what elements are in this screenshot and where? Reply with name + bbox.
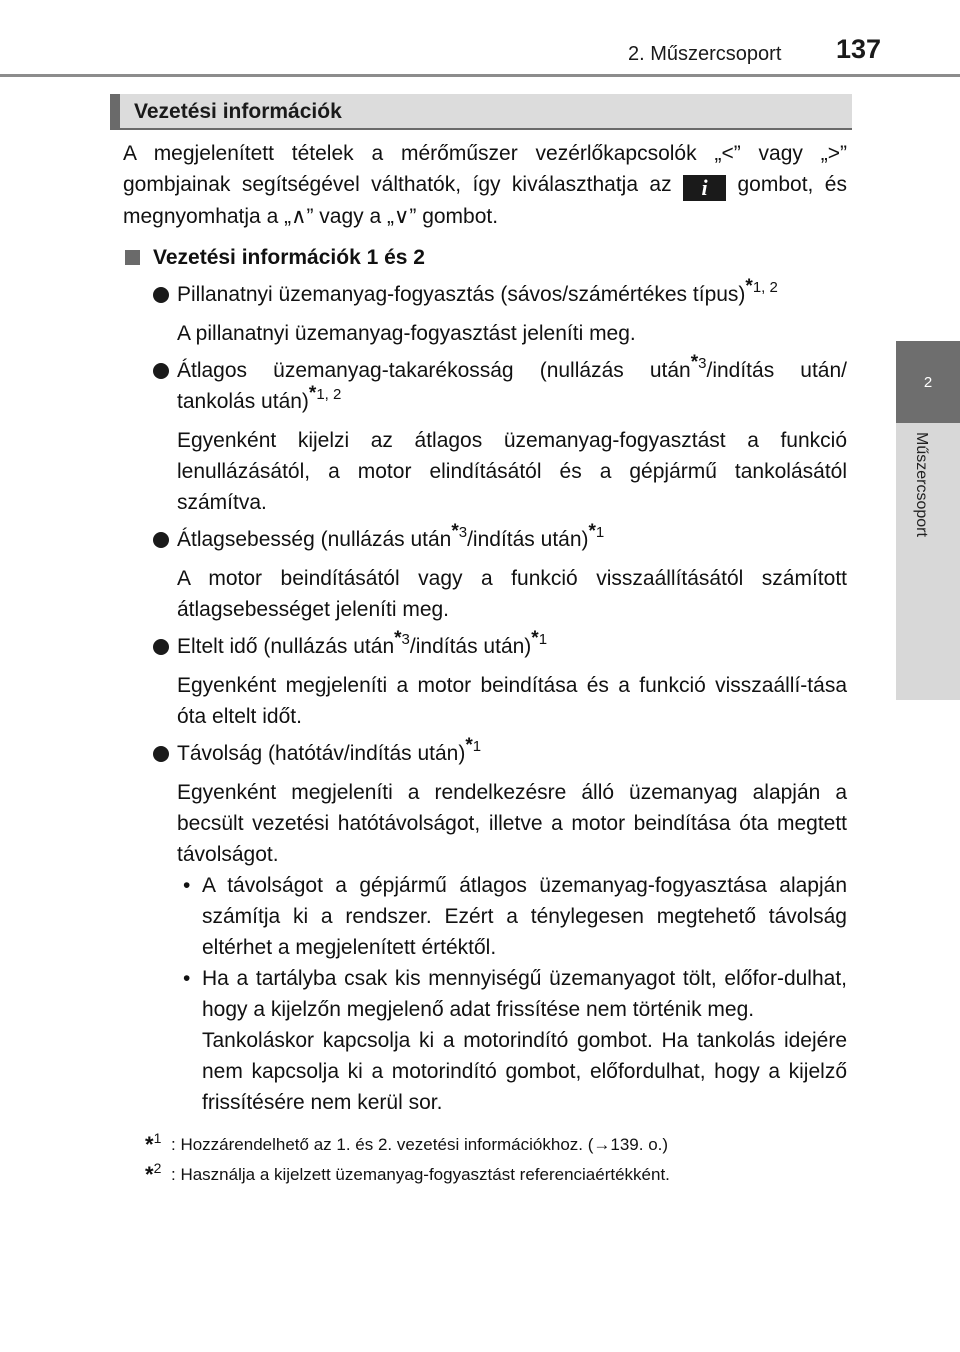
bullet-icon: [153, 287, 169, 303]
item-title: /indítás után): [467, 528, 589, 551]
footnote-mark: *: [531, 628, 539, 649]
chapter-tab-label: Műszercsoport: [913, 432, 930, 537]
list-item: [123, 352, 847, 417]
footnote-text: : Hozzárendelhető az 1. és 2. vezetési információkhoz. (: [171, 1135, 594, 1154]
section-title: Vezetési információk: [134, 100, 342, 123]
footnote-link[interactable]: 139. o.): [610, 1135, 669, 1154]
intro-text: ” vagy a „: [306, 205, 394, 228]
list-item: [123, 521, 847, 555]
item-description: A motor beindításától vagy a funkció visszaállításától számított átlagsebességet jeleníti meg.: [177, 567, 847, 621]
item-title: Eltelt idő (nullázás után: [177, 635, 395, 658]
down-arrow-icon: ∨: [394, 205, 410, 228]
item-title: /indítás után): [409, 635, 532, 658]
item-description: A pillanatnyi üzemanyag-fogyasztást jeleníti meg.: [177, 322, 636, 345]
sub-bullet-icon: •: [183, 967, 191, 990]
sub-item-text: A távolságot a gépjármű átlagos üzemanyag-fogyasztása alapján számítja ki a rendszer. Ezért a ténylegesen megtehető távolság eltérhet a megjelenített értéktől.: [202, 874, 847, 959]
footnote-mark: *: [745, 276, 753, 297]
bullet-icon: [153, 363, 169, 379]
footnote-ref: 1: [472, 738, 482, 755]
footnote-mark: *: [690, 352, 699, 373]
footnote-ref: 3: [458, 524, 468, 541]
bullet-icon: [153, 532, 169, 548]
bullet-icon: [153, 639, 169, 655]
list-item: [123, 735, 847, 769]
sub-list-item: [123, 870, 847, 963]
footnote-star: *: [145, 1162, 154, 1187]
page-number: 137: [836, 34, 882, 64]
footnote-ref: 3: [401, 631, 410, 648]
subheading: [123, 242, 847, 273]
list-item: [123, 628, 847, 662]
footnote-ref: 1: [538, 631, 548, 648]
sub-bullet-icon: •: [183, 874, 191, 897]
intro-text: gombot, és megnyomhatja a „: [123, 173, 847, 228]
footnote-text: : Használja a kijelzett üzemanyag-fogyasztást referenciaértékként.: [171, 1165, 670, 1184]
item-title: Távolság (hatótáv/indítás után): [177, 742, 466, 765]
footnote-ref: 1: [595, 524, 605, 541]
intro-text: ” gombot.: [409, 205, 499, 228]
square-bullet-icon: [125, 250, 140, 265]
footnote-marker: [145, 1160, 161, 1192]
footnote-star: *: [145, 1132, 154, 1157]
up-arrow-icon: ∧: [291, 205, 307, 228]
intro-text: A megjelenített tételek a mérőműszer vezérlőkapcsolók „<” vagy „>” gombjainak segítségével válthatók, így kiválaszthatja az: [123, 142, 847, 196]
item-title: Átlagsebesség (nullázás után: [177, 528, 452, 551]
header-chapter-title: 2. Műszercsoport: [628, 43, 782, 65]
sub-item-text: Ha a tartályba csak kis mennyiségű üzemanyagot tölt, előfor-dulhat, hogy a kijelzőn megjelenő adat frissítése nem történik meg.: [202, 967, 847, 1021]
footnotes: [123, 1130, 847, 1190]
sub-list-item: [123, 963, 847, 1025]
item-description: Egyenként megjeleníti a rendelkezésre álló üzemanyag alapján a becsült vezetési hatótávolságot, illetve a motor beindítása óta megtett távolságot.: [177, 781, 847, 866]
footnote-mark: *: [451, 521, 459, 542]
footnote-number: 1: [153, 1130, 162, 1146]
footnote-number: 2: [153, 1160, 162, 1176]
chapter-tab-number: 2: [896, 341, 960, 423]
footnote-mark: *: [465, 735, 473, 756]
item-title: Átlagos üzemanyag-takarékosság (nullázás után: [177, 359, 691, 382]
bullet-icon: [153, 746, 169, 762]
header-rule: [0, 74, 960, 77]
footnote-mark: *: [588, 521, 596, 542]
footnote: [123, 1130, 847, 1160]
arrow-right-icon: →: [593, 1135, 611, 1154]
footnote: [123, 1160, 847, 1190]
intro-paragraph: [123, 138, 847, 232]
item-title: Pillanatnyi üzemanyag-fogyasztás (sávos/számértékes típus): [177, 283, 746, 306]
info-button-icon: i: [683, 175, 726, 201]
item-description: Egyenként kijelzi az átlagos üzemanyag-fogyasztást a funkció lenullázásától, a motor elindításától és a gépjármű tankolásától számítva.: [177, 429, 847, 514]
footnote-ref: 1, 2: [316, 386, 342, 403]
footnote-ref: 1, 2: [752, 279, 778, 296]
footnote-mark: *: [394, 628, 402, 649]
item-title: /indítás után/ tankolás után): [177, 359, 847, 413]
footnote-ref: 3: [698, 355, 707, 372]
sub-item-continuation: Tankoláskor kapcsolja ki a motorindító gombot. Ha tankolás idejére nem kapcsolja ki a motorindító gombot, előfordulhat, hogy a kijelző frissítésére nem kerül sor.: [202, 1029, 847, 1114]
subheading-text: Vezetési információk 1 és 2: [153, 246, 425, 269]
footnote-mark: *: [308, 383, 317, 404]
list-item: [123, 276, 847, 310]
footnote-marker: [145, 1130, 161, 1162]
item-description: Egyenként megjeleníti a motor beindítása és a funkció visszaállí-tása óta eltelt időt.: [177, 674, 847, 728]
section-header: [110, 94, 852, 130]
main-content: [123, 138, 847, 1190]
